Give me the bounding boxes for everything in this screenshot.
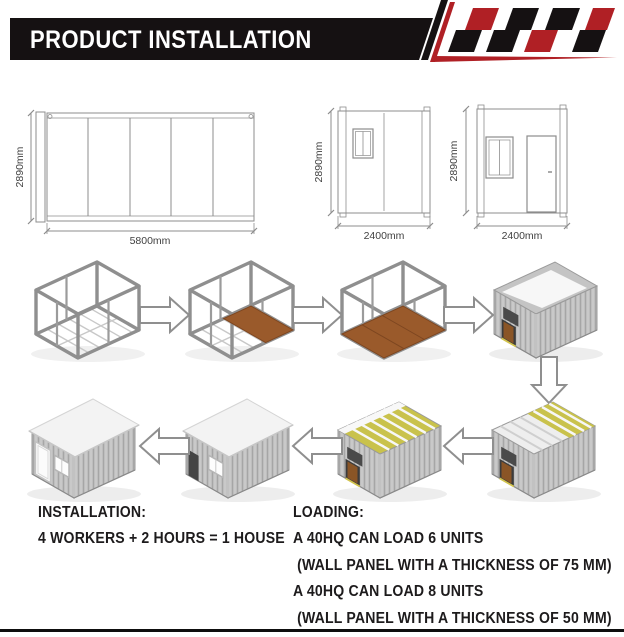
end-elevation-window-drawing	[313, 107, 433, 242]
step-8-finished-house	[27, 399, 141, 502]
loading-line: (WALL PANEL WITH A THICKNESS OF 50 MM)	[293, 609, 612, 627]
flag-cell	[524, 30, 558, 52]
loading-line: A 40HQ CAN LOAD 8 UNITS	[293, 583, 484, 601]
flag-cell	[505, 8, 539, 30]
dimension-label-end2-width: 2400mm	[501, 230, 543, 242]
arrow-right-icon	[444, 298, 493, 332]
arrow-right-icon	[293, 298, 342, 332]
loading-heading: LOADING:	[293, 504, 365, 521]
step-6-roof-yellow-cover	[333, 402, 447, 502]
step-3-floor-complete	[337, 262, 451, 362]
loading-line: (WALL PANEL WITH A THICKNESS OF 75 MM)	[293, 556, 612, 574]
installation-line: 4 WORKERS + 2 HOURS = 1 HOUSE	[38, 530, 285, 548]
dimension-label-side-height: 2890mm	[14, 146, 26, 188]
flag-cell	[486, 30, 520, 52]
step-7-roof-complete	[181, 399, 295, 502]
step-5-roof-panels-start	[487, 402, 601, 502]
checkered-flag-icon	[448, 8, 615, 52]
red-swoosh	[432, 56, 617, 62]
arrow-right-icon	[140, 298, 189, 332]
arrow-down-icon	[532, 357, 566, 403]
dimension-label-end2-height: 2890mm	[448, 140, 460, 182]
installation-text-block	[38, 504, 319, 557]
flag-cell	[572, 30, 606, 52]
flag-cell	[465, 8, 499, 30]
arrow-left-icon	[444, 429, 493, 463]
assembly-steps-graphic	[0, 252, 624, 502]
dimension-label-side-width: 5800mm	[129, 235, 171, 247]
step-1-steel-frame	[31, 262, 145, 362]
side-elevation-drawing	[14, 110, 257, 247]
dimension-label-end1-width: 2400mm	[363, 230, 405, 242]
flag-cell	[448, 30, 482, 52]
step-2-floor-panel-start	[185, 262, 299, 362]
dimension-label-end1-height: 2890mm	[313, 141, 325, 183]
loading-line: A 40HQ CAN LOAD 6 UNITS	[293, 530, 484, 548]
technical-drawings	[0, 95, 624, 250]
loading-text-block	[293, 504, 624, 636]
end-elevation-door-drawing	[448, 105, 570, 242]
installation-heading: INSTALLATION:	[38, 504, 147, 521]
flag-cell	[545, 8, 580, 30]
arrow-left-icon	[140, 429, 189, 463]
flag-cell	[585, 8, 615, 30]
step-4-walls-open-top	[489, 262, 603, 362]
arrow-left-icon	[293, 429, 342, 463]
page-title: PRODUCT INSTALLATION	[30, 26, 312, 54]
bottom-divider-rule	[0, 629, 624, 632]
